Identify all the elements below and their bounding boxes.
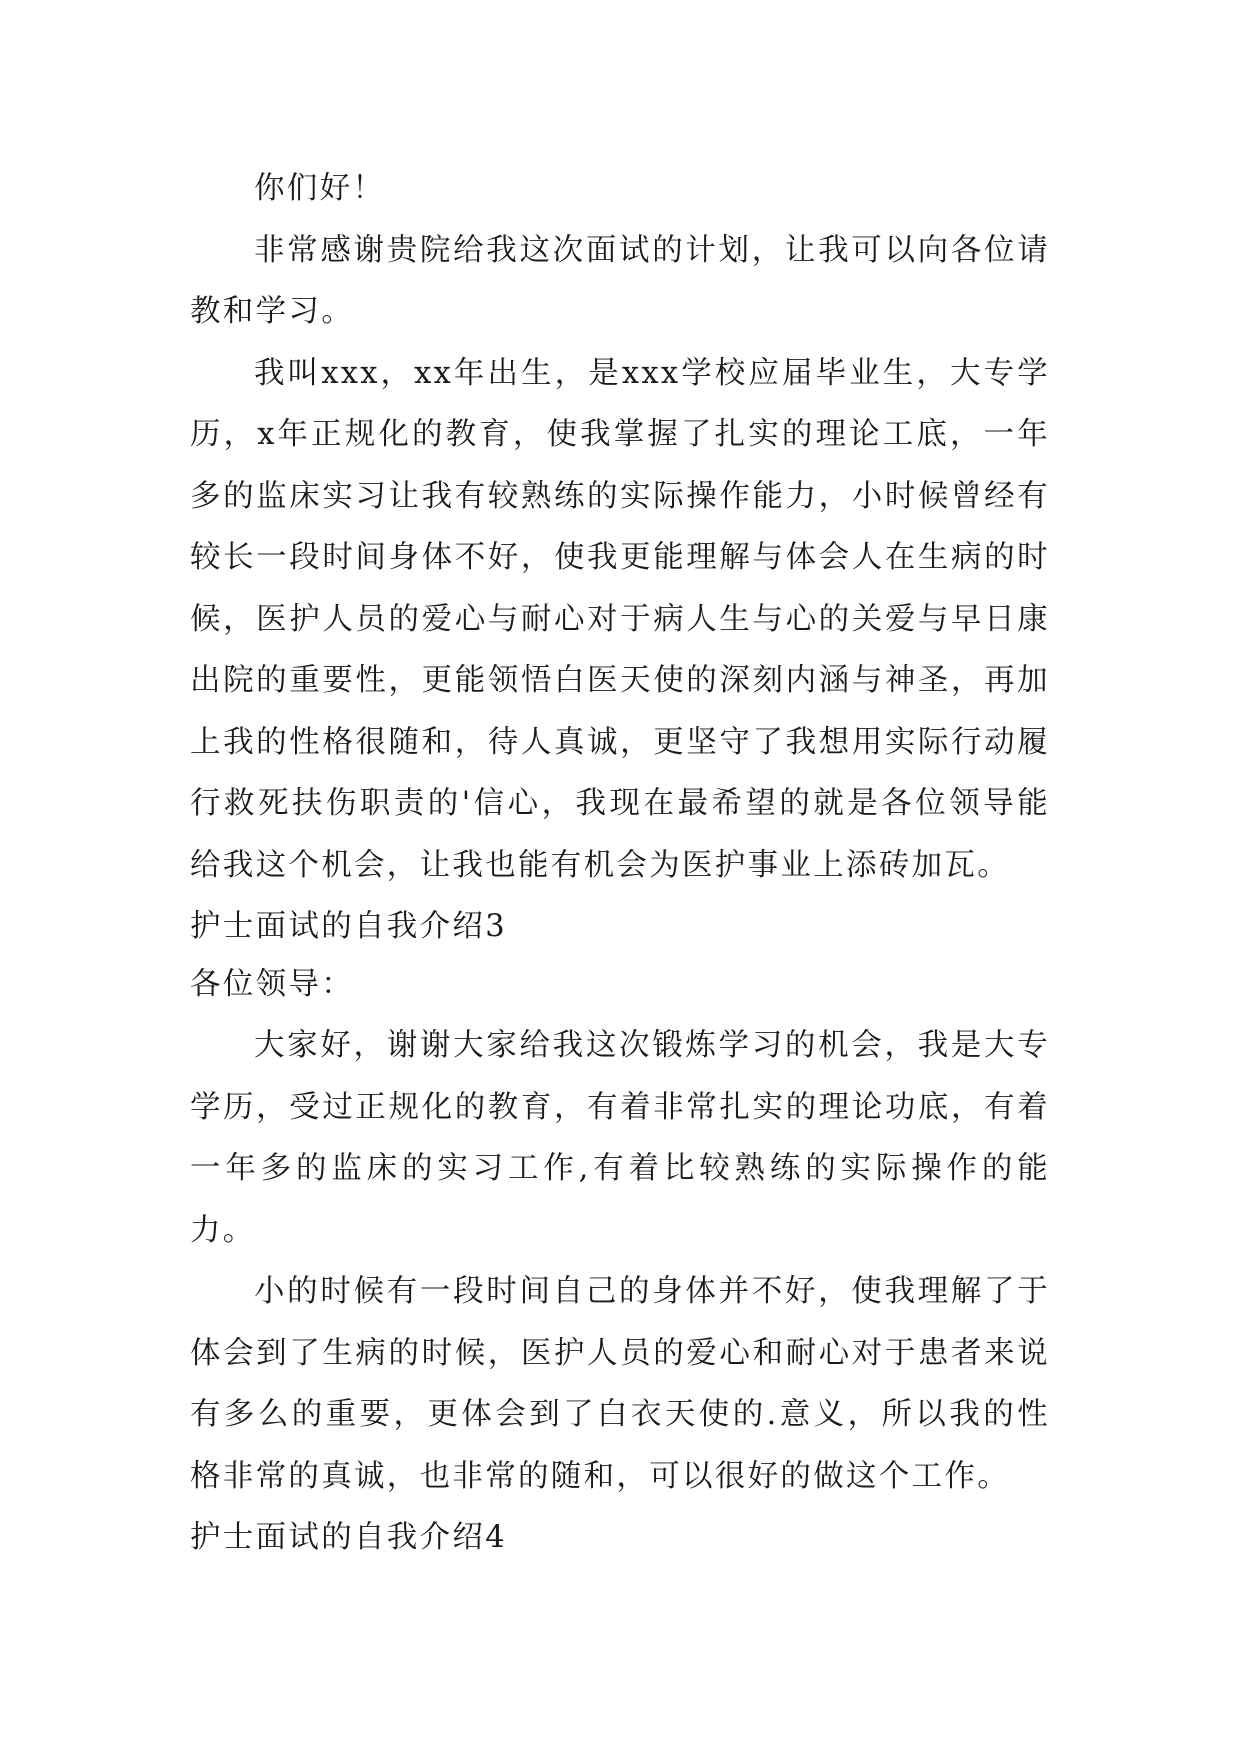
paragraph-self-introduction: 我叫xxx，xx年出生，是xxx学校应届毕业生，大专学历，x年正规化的教育，使我掌握了扎实的理论工底，一年多的监床实习让我有较熟练的实际操作能力，小时候曾经有较长一段时间身体不好，使我更能理解与体会人在生病的时候，医护人员的爱心与耐心对于病人生与心的关爱与早日康出院的重要性，更能领悟白医天使的深刻内涵与神圣，再加上我的性格很随和，待人真诚，更坚守了我想用实际行动履行救死扶伤职责的'信心，我现在最希望的就是各位领导能给我这个机会，让我也能有机会为医护事业上添砖加瓦。 — [190, 355, 1050, 883]
paragraph-greeting-education: 大家好，谢谢大家给我这次锻炼学习的机会，我是大专学历，受过正规化的教育，有着非常扎实的理论功底，有着一年多的监床的实习工作,有着比较熟练的实际操作的能力。 — [190, 1028, 1050, 1248]
paragraph-thanks: 非常感谢贵院给我这次面试的计划，让我可以向各位请教和学习。 — [190, 232, 1050, 329]
section-heading-4: 护士面试的自我介绍4 — [190, 1520, 507, 1555]
greeting: 你们好！ — [254, 171, 386, 206]
section-heading-3: 护士面试的自我介绍3 — [190, 909, 507, 944]
document-body — [190, 158, 1050, 1569]
paragraph-childhood-experience: 小的时候有一段时间自己的身体并不好，使我理解了于体会到了生病的时候，医护人员的爱心和耐心对于患者来说有多么的重要，更体会到了白衣天使的.意义，所以我的性格非常的真诚，也非常的随和，可以很好的做这个工作。 — [190, 1274, 1050, 1494]
salutation: 各位领导： — [190, 966, 354, 1002]
